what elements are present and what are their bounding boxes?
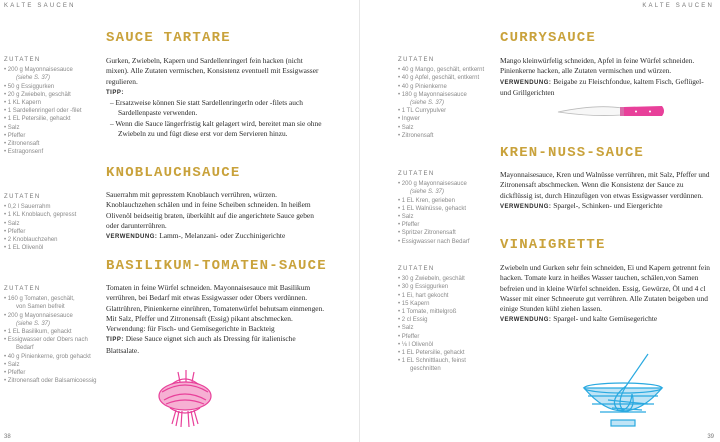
ingredients-heading: ZUTATEN bbox=[398, 171, 435, 177]
ingredient-item: • Zitronensaft bbox=[398, 132, 500, 140]
ingredients-currysauce bbox=[398, 56, 500, 140]
tip-text: Diese Sauce eignet sich auch als Dressing für italienische Blattsalate. bbox=[106, 334, 296, 355]
right-page bbox=[360, 0, 720, 442]
recipe-body-currysauce bbox=[500, 56, 714, 98]
running-head: KALTE SAUCEN bbox=[4, 3, 76, 9]
ingredients-kren-nuss-sauce bbox=[398, 170, 500, 246]
ingredient-item: • Essigwasser nach Bedarf bbox=[398, 238, 500, 246]
ingredient-item: • 160 g Tomaten, geschält, bbox=[4, 295, 104, 303]
use-label: VERWENDUNG: bbox=[500, 203, 552, 210]
recipe-body-vinaigrette bbox=[500, 263, 714, 326]
blue-whisk-bowl-illustration bbox=[578, 350, 668, 430]
ingredient-item: • Ingwer bbox=[398, 115, 500, 123]
ingredient-item: • 180 g Mayonnaisesauce bbox=[398, 91, 500, 99]
recipe-text: Tomaten in feine Würfel schneiden. Mayonnaisesauce mit Basilikum verrühren, bei Bedarf mit etwas Essigwasser oder Obers verdünnen. Glattrühren, Pinienkerne einrühren, Tomatenwürfel behutsam einmengen. Mit Salz, Pfeffer und Zitronensaft (Essig) pikant abschmecken. bbox=[106, 283, 325, 323]
ingredient-item: • 1 TL Currypulver bbox=[398, 107, 500, 115]
ingredients-heading: ZUTATEN bbox=[398, 266, 435, 272]
ingredient-item: • Pfeffer bbox=[4, 132, 104, 140]
ingredient-item: • Salz bbox=[398, 324, 500, 332]
ingredient-item: • Salz bbox=[4, 361, 104, 369]
ingredient-item: • 200 g Mayonnaisesauce bbox=[4, 312, 104, 320]
tip-item: – Wenn die Sauce längerfristig kalt gelagert wird, bereitet man sie ohne Zwiebeln zu und fügt diese erst vor dem Servieren hinzu. bbox=[106, 119, 324, 140]
ingredients-sauce-tartare bbox=[4, 56, 104, 156]
ingredient-item: • 1 Tomate, mittelgroß bbox=[398, 308, 500, 316]
ingredient-item: • Zitronensaft oder Balsamicoessig bbox=[4, 377, 104, 385]
ingredient-item: • 30 g Zwiebeln, geschält bbox=[398, 275, 500, 283]
use-label: VERWENDUNG: bbox=[106, 234, 158, 241]
ingredient-item: • 40 g Apfel, geschält, entkernt bbox=[398, 74, 500, 82]
ingredient-item: • Estragonsenf bbox=[4, 148, 104, 156]
ingredient-item: • Pfeffer bbox=[398, 221, 500, 229]
ingredient-item: • 1 EL Kren, gerieben bbox=[398, 197, 500, 205]
pink-shallot-illustration bbox=[150, 370, 220, 430]
use-text: Beigabe zu Fleischfondue, kaltem Fisch, Geflügel- und Grillgerichten bbox=[500, 76, 704, 97]
use-text: Spargel-, Schinken- und Eiergerichte bbox=[553, 200, 663, 210]
ingredient-item: • 1 EL Schnittlauch, feinst bbox=[398, 357, 500, 365]
tip-label: TIPP: bbox=[106, 89, 124, 96]
ingredient-item: • 1 Sardellenringerl oder -filet bbox=[4, 107, 104, 115]
ingredients-heading: ZUTATEN bbox=[4, 57, 41, 63]
ingredient-item: • Essigwasser oder Obers nach bbox=[4, 336, 104, 344]
ingredients-basilikum-tomaten-sauce bbox=[4, 285, 104, 385]
use-label: VERWENDUNG: bbox=[500, 317, 552, 324]
ingredient-item: • Salz bbox=[4, 124, 104, 132]
page-number: 38 bbox=[4, 434, 11, 440]
ingredient-item: • 1 Ei, hart gekocht bbox=[398, 292, 500, 300]
ingredient-item: Bedarf bbox=[16, 345, 34, 352]
ingredient-item: • Zitronensaft bbox=[4, 140, 104, 148]
ingredient-item: • ⅛ l Olivenöl bbox=[398, 341, 500, 349]
ingredient-item: • 1 EL Walnüsse, gehackt bbox=[398, 205, 500, 213]
recipe-title: CURRYSAUCE bbox=[500, 30, 597, 46]
ingredient-item: • 30 g Essiggurken bbox=[398, 283, 500, 291]
ingredient-item: • 20 g Zwiebeln, geschält bbox=[4, 91, 104, 99]
ingredient-item: • 1 EL Olivenöl bbox=[4, 244, 104, 252]
recipe-text: Gurken, Zwiebeln, Kapern und Sardellenringerl fein hacken (nicht mixen). Alle Zutaten vermischen, Konsistenz eventuell mit Essigwasser regulieren. bbox=[106, 56, 319, 86]
recipe-title: KREN-NUSS-SAUCE bbox=[500, 145, 645, 161]
ingredient-item: (siehe S. 37) bbox=[16, 75, 51, 82]
recipe-text: Sauerrahm mit gepresstem Knoblauch verrühren, würzen. Knoblauchzehen schälen und in feine Scheiben schneiden. In heißem Olivenöl beidseitig braten, überkühlt auf die angerichtete Sauce geben oder darunterrühren. bbox=[106, 190, 314, 230]
recipe-text: Zwiebeln und Gurken sehr fein schneiden, Ei und Kapern getrennt fein hacken. Tomate kurz in heißes Wasser tauchen, schälen,von Samen befreien und in kleine Würfel schneiden. Essig, Gewürze, Öl und 4 cl Wasser mit einer Schneerute gut verrühren. Alle Zutaten beigeben und einige Stunden kühl ziehen lassen. bbox=[500, 263, 710, 314]
ingredient-item: • 200 g Mayonnaisesauce bbox=[398, 180, 500, 188]
ingredient-item: • 1 EL Petersilie, gehackt bbox=[4, 115, 104, 123]
recipe-title: KNOBLAUCHSAUCE bbox=[106, 165, 241, 181]
recipe-text-usage: Verwendung: für Fisch- und Gemüsegerichte in Backteig bbox=[106, 324, 275, 334]
recipe-title: SAUCE TARTARE bbox=[106, 30, 231, 46]
ingredient-item: • Spritzer Zitronensaft bbox=[398, 229, 500, 237]
ingredient-item: • Salz bbox=[398, 213, 500, 221]
ingredient-item: • 0,2 l Sauerrahm bbox=[4, 203, 104, 211]
ingredients-heading: ZUTATEN bbox=[4, 194, 41, 200]
ingredient-item: • 50 g Essiggurken bbox=[4, 83, 104, 91]
ingredient-item: (siehe S. 37) bbox=[410, 189, 445, 196]
recipe-body-knoblauchsauce bbox=[106, 190, 324, 242]
ingredient-item: • 15 Kapern bbox=[398, 300, 500, 308]
ingredient-item: • 2 Knoblauchzehen bbox=[4, 236, 104, 244]
ingredient-item: • Salz bbox=[4, 220, 104, 228]
ingredient-item: • 40 g Pinienkerne bbox=[398, 83, 500, 91]
ingredient-item: • Pfeffer bbox=[398, 333, 500, 341]
page-number: 39 bbox=[707, 434, 714, 440]
recipe-text: Mayonnaisesauce, Kren und Walnüsse verrühren, mit Salz, Pfeffer und Zitronensaft abschmecken. Wenn die Konsistenz der Sauce zu dickflüssig ist, durch Hinzufügen von etwas Essigwasser verdünnen. bbox=[500, 170, 710, 200]
ingredient-item: • 40 g Mango, geschält, entkernt bbox=[398, 66, 500, 74]
ingredient-item: • Pfeffer bbox=[4, 228, 104, 236]
use-label: VERWENDUNG: bbox=[500, 79, 552, 86]
ingredient-item: • 1 KL Kapern bbox=[4, 99, 104, 107]
use-text: Lamm-, Melanzani- oder Zucchinigerichte bbox=[159, 231, 286, 241]
ingredients-heading: ZUTATEN bbox=[4, 286, 41, 292]
ingredient-item: • 40 g Pinienkerne, grob gehackt bbox=[4, 353, 104, 361]
ingredient-item: • Pfeffer bbox=[4, 369, 104, 377]
ingredient-item: • Salz bbox=[398, 124, 500, 132]
ingredients-heading: ZUTATEN bbox=[398, 57, 435, 63]
ingredient-item: • 2 cl Essig bbox=[398, 316, 500, 324]
recipe-title: BASILIKUM-TOMATEN-SAUCE bbox=[106, 258, 327, 274]
tip-item: – Ersatzweise können Sie statt Sardellenringerln oder -filets auch Sardellenpaste verwenden. bbox=[106, 98, 324, 119]
ingredients-knoblauchsauce bbox=[4, 193, 104, 252]
ingredient-item: (siehe S. 37) bbox=[16, 320, 51, 327]
recipe-text: Mango kleinwürfelig schneiden, Apfel in feine Würfel schneiden. Pinienkerne hacken, alle Zutaten vermischen und würzen. bbox=[500, 56, 695, 76]
recipe-title: VINAIGRETTE bbox=[500, 237, 606, 253]
tip-label: TIPP: bbox=[106, 337, 124, 344]
recipe-body-sauce-tartare bbox=[106, 56, 324, 139]
running-head: KALTE SAUCEN bbox=[642, 3, 714, 9]
ingredient-item: • 1 EL Petersilie, gehackt bbox=[398, 349, 500, 357]
ingredients-vinaigrette bbox=[398, 265, 500, 374]
ingredient-item: von Samen befreit bbox=[16, 304, 65, 311]
recipe-body-kren-nuss-sauce bbox=[500, 170, 714, 212]
ingredient-item: • 200 g Mayonnaisesauce bbox=[4, 66, 104, 74]
ingredient-item: • 1 EL Basilikum, gehackt bbox=[4, 328, 104, 336]
pink-knife-illustration bbox=[556, 100, 666, 122]
recipe-body-basilikum-tomaten-sauce bbox=[106, 283, 326, 356]
ingredient-item: (siehe S. 37) bbox=[410, 100, 445, 107]
ingredient-item: • 1 KL Knoblauch, gepresst bbox=[4, 211, 104, 219]
ingredient-item: geschnitten bbox=[410, 366, 441, 373]
use-text: Spargel- und kalte Gemüsegerichte bbox=[553, 314, 658, 324]
